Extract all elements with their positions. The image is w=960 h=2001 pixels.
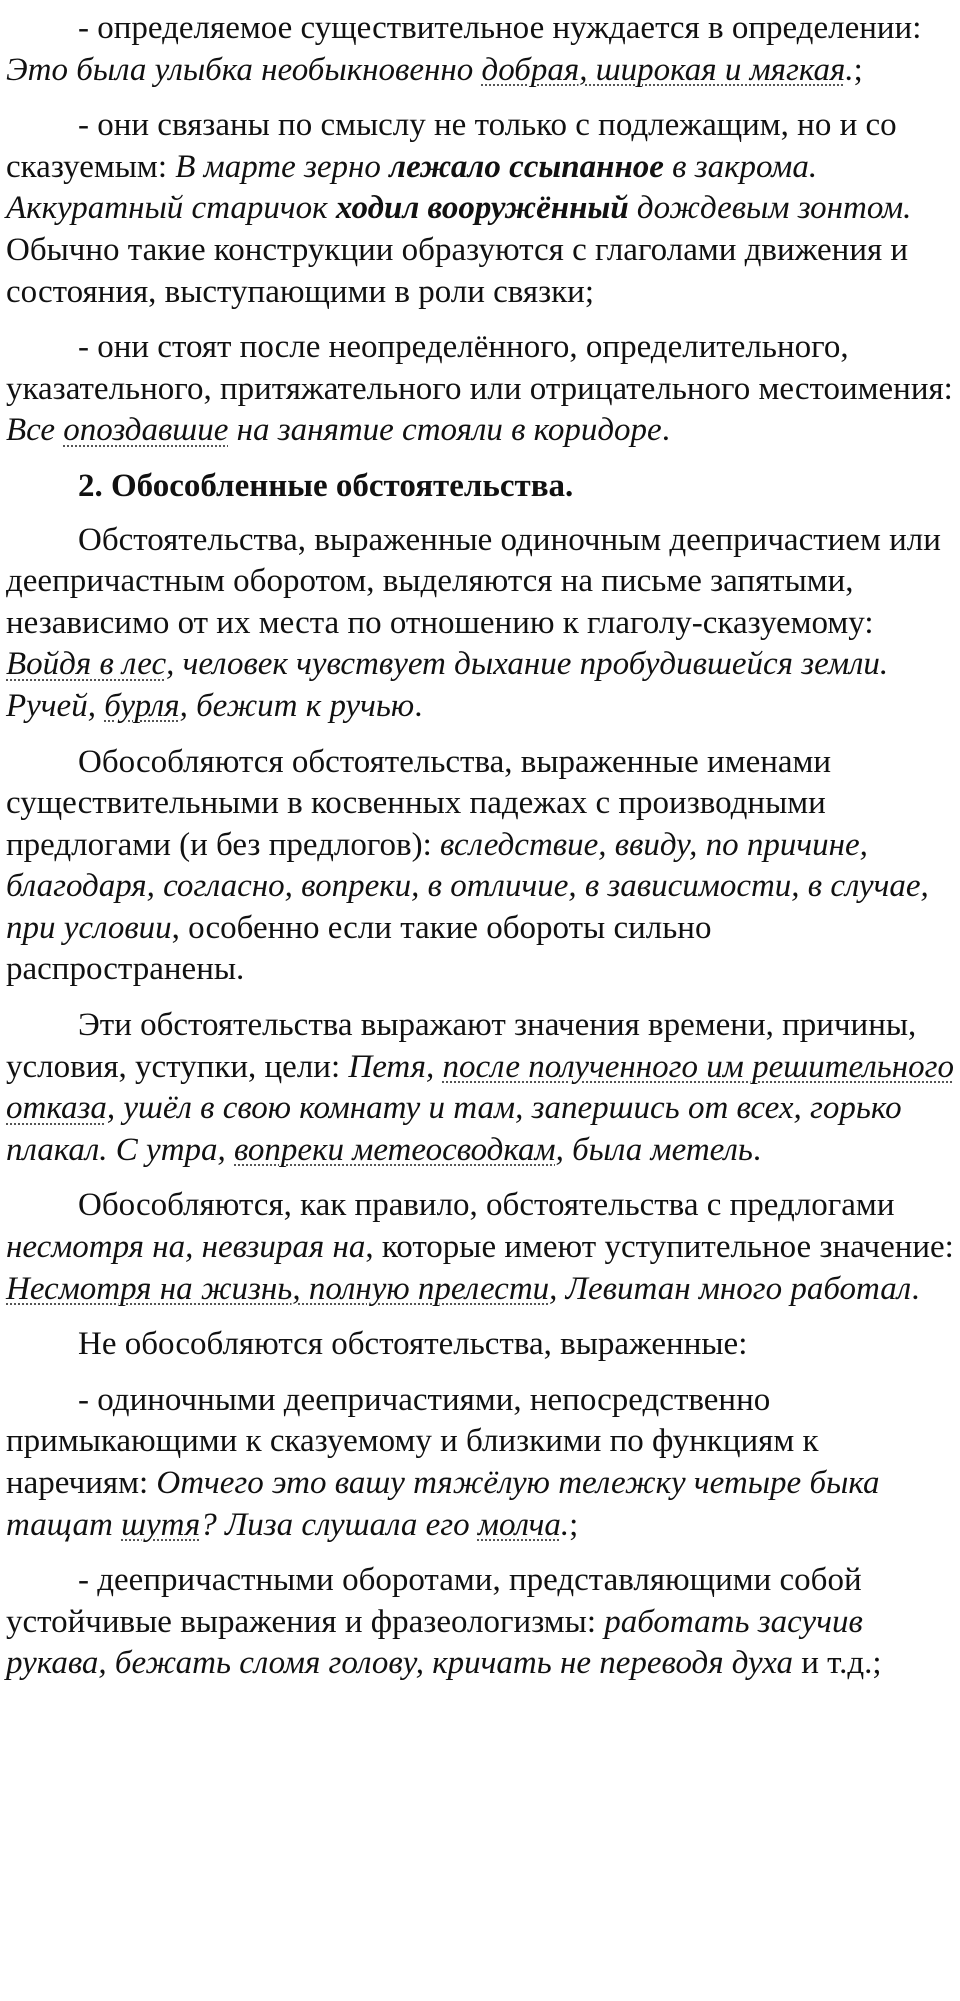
text: . bbox=[661, 412, 670, 449]
text: . bbox=[752, 1131, 762, 1168]
paragraph-idioms bbox=[6, 1560, 956, 1685]
example-italic: В марте зерно bbox=[175, 148, 390, 185]
text: - они связаны по смыслу не только с подлежащим, но и со сказуемым: bbox=[6, 107, 897, 185]
example-underlined: бурля bbox=[104, 687, 180, 724]
document-page bbox=[6, 8, 956, 1685]
text: - деепричастными оборотами, представляющими собой устойчивые выражения и фразеологизмы: bbox=[6, 1562, 862, 1640]
example-italic: работать засучив рукава, бежать сломя голову, кричать не переводя духа bbox=[6, 1603, 863, 1682]
paragraph-single-gerunds bbox=[6, 1380, 956, 1546]
example-italic: . bbox=[560, 1506, 570, 1543]
example-italic: несмотря на, невзирая на bbox=[6, 1229, 366, 1266]
section-heading: 2. Обособленные обстоятельства. bbox=[78, 467, 574, 504]
paragraph-attributive-needed bbox=[6, 8, 956, 91]
example-underlined: опоздавшие bbox=[63, 412, 229, 449]
example-italic: вследствие, ввиду, по причине, благодаря, согласно, вопреки, в отличие, в зависимости, в случае, при условии bbox=[6, 826, 929, 946]
example-italic: , Левитан много работал bbox=[549, 1270, 912, 1307]
example-italic: дождевым зонтом. bbox=[628, 190, 912, 227]
text: Обстоятельства, выраженные одиночным деепричастием или деепричастным оборотом, выделяются на письме запятыми, независимо от их места по отношению к глаголу-сказуемому: bbox=[6, 521, 941, 641]
text: , которые имеют уступительное значение: bbox=[365, 1229, 954, 1266]
example-italic: , бежит к ручью bbox=[179, 687, 415, 724]
paragraph-linked-with-predicate bbox=[6, 105, 956, 313]
example-underlined: вопреки метеосводкам bbox=[234, 1131, 556, 1168]
example-italic: Петя, bbox=[348, 1048, 443, 1085]
text: Не обособляются обстоятельства, выраженные: bbox=[78, 1326, 748, 1363]
paragraph-concessive bbox=[6, 1185, 956, 1310]
text: Обособляются, как правило, обстоятельства с предлогами bbox=[78, 1187, 895, 1224]
paragraph-noun-circumstances bbox=[6, 742, 956, 992]
example-underlined: молча bbox=[477, 1506, 561, 1543]
paragraph-meanings bbox=[6, 1005, 956, 1171]
text: Обособляются обстоятельства, выраженные именами существительными в косвенных падежах с производными предлогами (и без предлогов): bbox=[6, 743, 832, 863]
example-italic: Все bbox=[6, 412, 64, 449]
paragraph-after-pronoun bbox=[6, 327, 956, 452]
example-underlined: после полученного им решительного отказа bbox=[6, 1048, 954, 1127]
example-italic: Отчего это вашу тяжёлую тележку четыре быка тащат bbox=[6, 1465, 880, 1543]
example-bold-italic: ходил вооружённый bbox=[335, 190, 629, 227]
example-italic: на занятие стояли в коридоре bbox=[228, 412, 662, 449]
paragraph-not-isolated bbox=[6, 1324, 956, 1366]
text: - определяемое существительное нуждается в определении: bbox=[78, 10, 922, 46]
text: Эти обстоятельства выражают значения времени, причины, условия, уступки, цели: bbox=[6, 1007, 917, 1085]
text: и т.д.; bbox=[792, 1645, 882, 1682]
example-italic: Это была улыбка необыкновенно bbox=[6, 51, 482, 88]
text: , особенно если такие обороты сильно распространены. bbox=[6, 909, 712, 988]
example-underlined: Несмотря на жизнь, полную прелести bbox=[6, 1270, 550, 1307]
text: - одиночными деепричастиями, непосредственно примыкающими к сказуемому и близкими по функциям к наречиям: bbox=[6, 1381, 819, 1501]
example-underlined: Войдя в лес bbox=[6, 646, 167, 683]
example-italic: . bbox=[845, 51, 854, 88]
example-italic: в закрома. Аккуратный старичок bbox=[6, 148, 818, 227]
text: . bbox=[911, 1270, 920, 1307]
text: ; bbox=[569, 1506, 579, 1543]
text: - они стоят после неопределённого, определительного, указательного, притяжательного или отрицательного местоимения: bbox=[6, 329, 953, 407]
example-italic: ? Лиза слушала его bbox=[200, 1506, 478, 1543]
example-bold-italic: лежало ссыпанное bbox=[389, 148, 664, 185]
example-italic: , была метель bbox=[555, 1131, 753, 1168]
example-underlined: шутя bbox=[121, 1506, 201, 1543]
text: ; bbox=[853, 51, 863, 88]
example-italic: , ушёл в свою комнату и там, запершись от всех, горько плакал. С утра, bbox=[6, 1090, 902, 1168]
paragraph-gerund-circumstances bbox=[6, 520, 956, 728]
example-underlined: добрая, широкая и мягкая bbox=[481, 51, 846, 88]
text: Обычно такие конструкции образуются с глаголами движения и состояния, выступающими в роли связки; bbox=[6, 231, 909, 310]
example-italic: , человек чувствует дыхание пробудившейся земли. Ручей, bbox=[6, 646, 889, 724]
text: . bbox=[414, 687, 423, 724]
